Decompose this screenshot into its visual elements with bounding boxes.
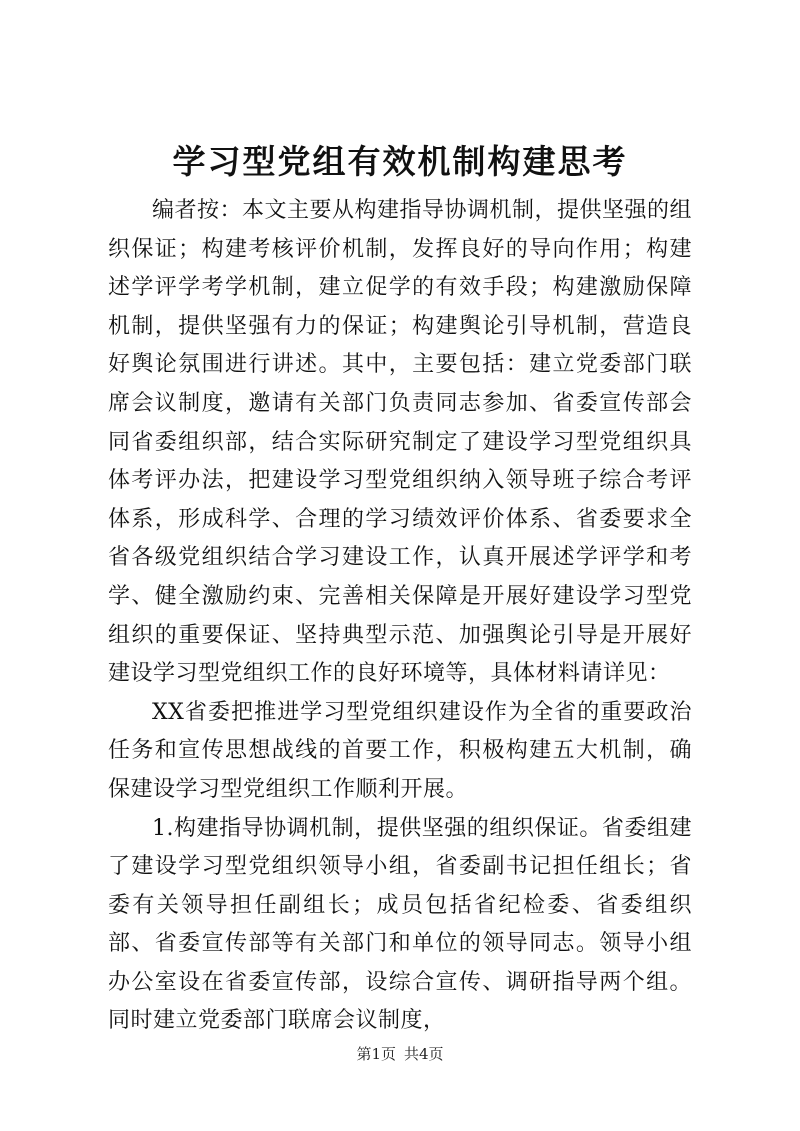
page-number: 第1页 [356,1045,396,1063]
document-body [108,192,692,1041]
page-footer [0,1044,800,1064]
paragraph-section-1: 1.构建指导协调机制，提供坚强的组织保证。省委组建了建设学习型党组织领导小组，省委副书记担任组长；省委有关领导担任副组长；成员包括省纪检委、省委组织部、省委宣传部等有关部门和单位的领导同志。领导小组办公室设在省委宣传部，设综合宣传、调研指导两个组。同时建立党委部门联席会议制度， [108,815,692,1034]
document-title: 学习型党组有效机制构建思考 [172,142,628,181]
page-total: 共4页 [404,1045,444,1063]
paragraph-editor-note: 编者按：本文主要从构建指导协调机制，提供坚强的组织保证；构建考核评价机制，发挥良好的导向作用；构建述学评学考学机制，建立促学的有效手段；构建激励保障机制，提供坚强有力的保证；构建舆论引导机制，营造良好舆论氛围进行讲述。其中，主要包括：建立党委部门联席会议制度，邀请有关部门负责同志参加、省委宣传部会同省委组织部，结合实际研究制定了建设学习型党组织具体考评办法，把建设学习型党组织纳入领导班子综合考评体系，形成科学、合理的学习绩效评价体系、省委要求全省各级党组织结合学习建设工作，认真开展述学评学和考学、健全激励约束、完善相关保障是开展好建设学习型党组织的重要保证、坚持典型示范、加强舆论引导是开展好建设学习型党组织工作的良好环境等，具体材料请详见： [108,198,693,687]
paragraph-intro: XX省委把推进学习型党组织建设作为全省的重要政治任务和宣传思想战线的首要工作，积极构建五大机制，确保建设学习型党组织工作顺利开展。 [108,699,692,802]
